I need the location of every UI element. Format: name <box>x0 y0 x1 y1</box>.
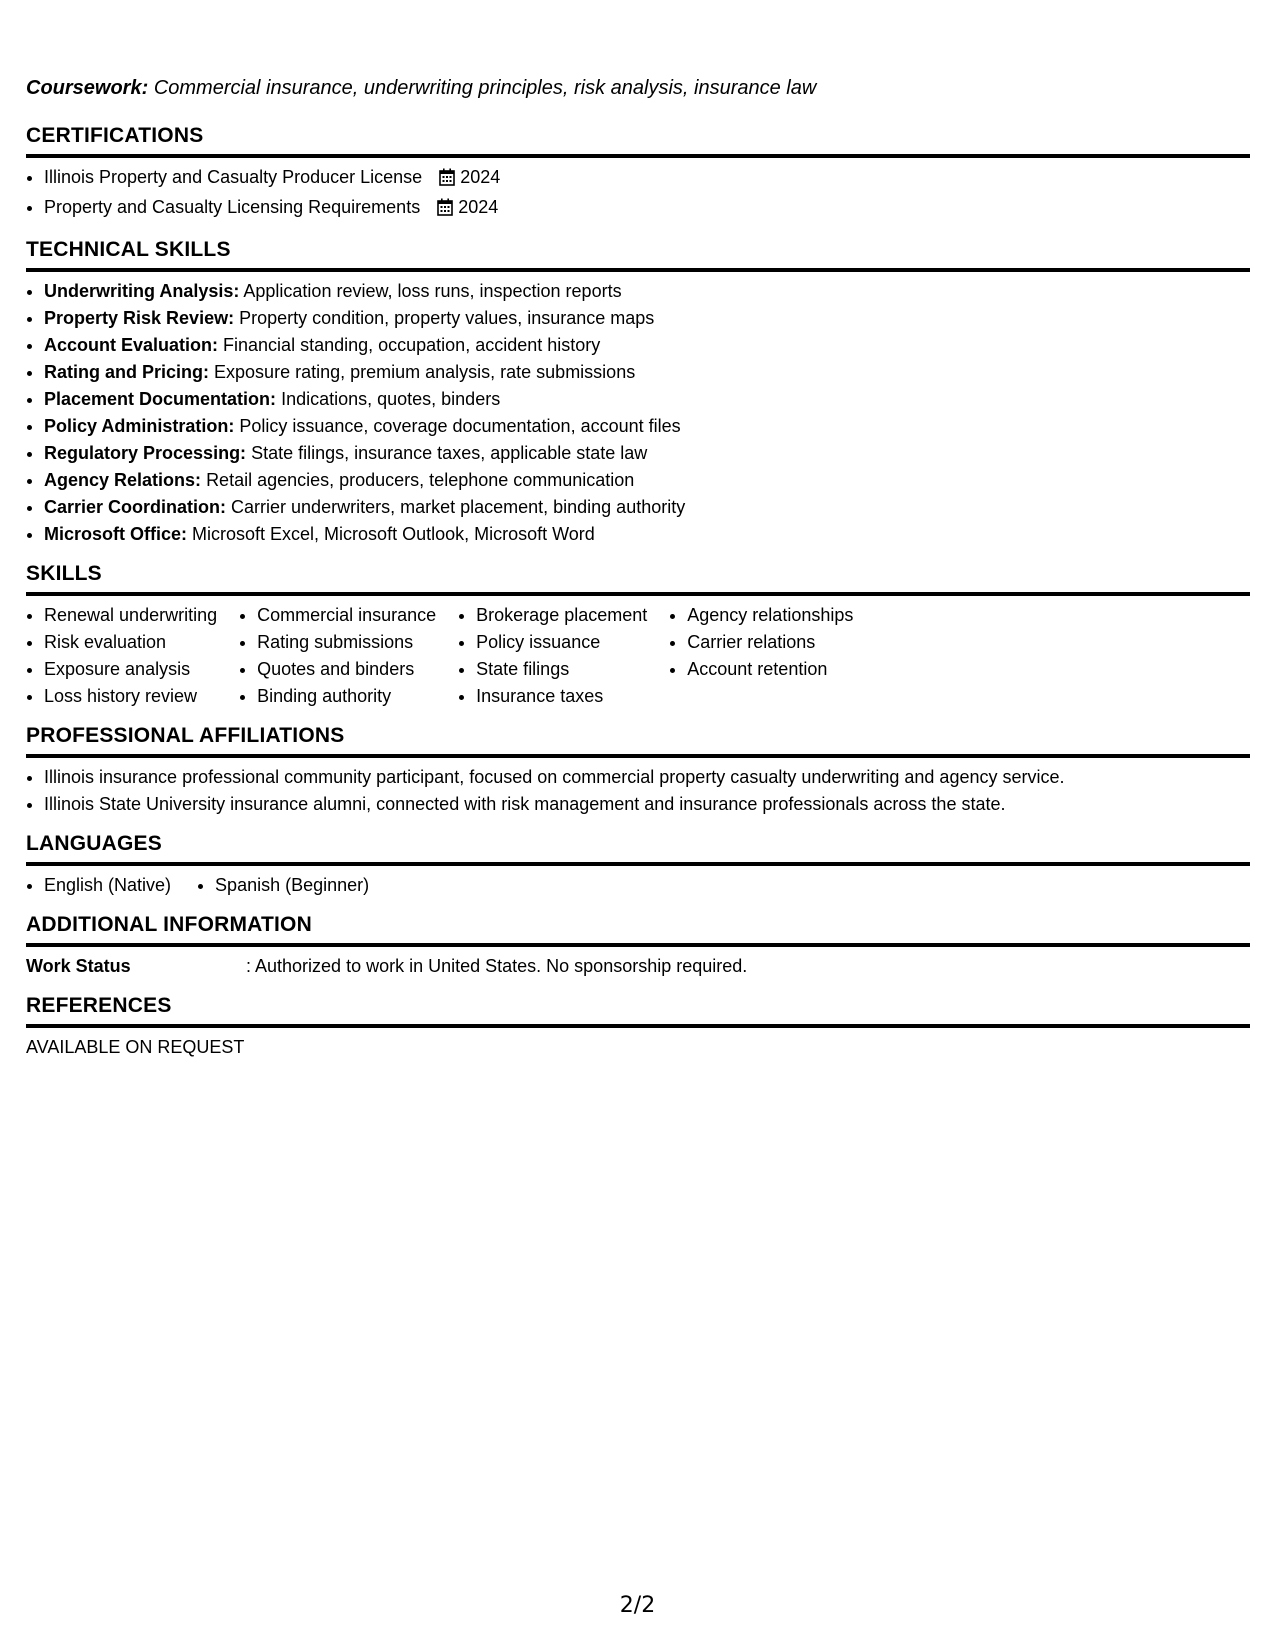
technical-skill-item <box>44 521 1250 548</box>
skill-category: Policy Administration: <box>44 416 235 436</box>
references-heading: REFERENCES <box>26 992 1250 1028</box>
technical-skill-item <box>44 467 1250 494</box>
skill-item: • Policy issuance <box>476 629 647 656</box>
coursework-label: Coursework: <box>26 77 149 99</box>
language-item: • Spanish (Beginner) <box>215 872 369 899</box>
skill-category: Agency Relations: <box>44 470 202 490</box>
languages-section <box>26 830 1250 899</box>
skills-column <box>239 602 436 710</box>
coursework-text: Commercial insurance, underwriting principles, risk analysis, insurance law <box>153 77 817 99</box>
resume-page <box>26 74 1250 1073</box>
certifications-heading: CERTIFICATIONS <box>26 122 1250 158</box>
technical-skill-item <box>44 278 1250 305</box>
skill-detail: Financial standing, occupation, accident history <box>223 335 601 355</box>
coursework-line <box>26 74 1250 102</box>
technical-skills-list <box>26 278 1250 548</box>
skill-item: • Account retention <box>687 656 853 683</box>
skill-detail: Carrier underwriters, market placement, binding authority <box>231 497 686 517</box>
certifications-section <box>26 122 1250 224</box>
languages-heading: LANGUAGES <box>26 830 1250 866</box>
skills-columns <box>26 602 1250 710</box>
work-status-value: : Authorized to work in United States. No sponsorship required. <box>246 956 748 976</box>
references-section <box>26 992 1250 1061</box>
skill-detail: Indications, quotes, binders <box>281 389 501 409</box>
skill-detail: Microsoft Excel, Microsoft Outlook, Microsoft Word <box>192 524 595 544</box>
skills-column <box>669 602 853 710</box>
skill-item: • Commercial insurance <box>257 602 436 629</box>
skill-item: • Renewal underwriting <box>44 602 217 629</box>
skill-category: Placement Documentation: <box>44 389 277 409</box>
skill-category: Underwriting Analysis: <box>44 281 240 301</box>
technical-skill-item <box>44 386 1250 413</box>
skill-detail: Property condition, property values, insurance maps <box>239 308 655 328</box>
skill-detail: Application review, loss runs, inspection reports <box>243 281 622 301</box>
technical-skill-item <box>44 413 1250 440</box>
work-status-label: Work Status <box>26 956 131 976</box>
skills-column <box>26 602 217 710</box>
certification-name: Illinois Property and Casualty Producer License <box>44 167 423 187</box>
technical-skills-section <box>26 236 1250 548</box>
skill-item: • Carrier relations <box>687 629 853 656</box>
calendar-icon <box>437 197 453 224</box>
skill-item: • Exposure analysis <box>44 656 217 683</box>
skill-detail: Retail agencies, producers, telephone communication <box>206 470 635 490</box>
additional-info-heading: ADDITIONAL INFORMATION <box>26 911 1250 947</box>
skill-category: Rating and Pricing: <box>44 362 210 382</box>
technical-skill-item <box>44 359 1250 386</box>
technical-skill-item <box>44 332 1250 359</box>
certification-year: 2024 <box>460 167 501 187</box>
references-text: AVAILABLE ON REQUEST <box>26 1037 245 1057</box>
skills-heading: SKILLS <box>26 560 1250 596</box>
skill-item: • Brokerage placement <box>476 602 647 629</box>
skill-item: • Quotes and binders <box>257 656 436 683</box>
affiliation-item: • Illinois State University insurance alumni, connected with risk management and insurance professionals across the state. <box>44 791 1250 818</box>
skill-category: Property Risk Review: <box>44 308 235 328</box>
languages-row <box>26 872 1250 899</box>
certification-year: 2024 <box>458 197 499 217</box>
calendar-icon <box>439 167 455 194</box>
skill-item: • Loss history review <box>44 683 217 710</box>
skill-item: • Risk evaluation <box>44 629 217 656</box>
certification-item <box>44 164 1250 194</box>
skill-detail: Exposure rating, premium analysis, rate submissions <box>214 362 636 382</box>
certifications-list <box>26 164 1250 224</box>
skill-detail: State filings, insurance taxes, applicable state law <box>251 443 648 463</box>
skill-item: • Binding authority <box>257 683 436 710</box>
skill-category: Account Evaluation: <box>44 335 219 355</box>
skill-category: Regulatory Processing: <box>44 443 247 463</box>
skill-category: Microsoft Office: <box>44 524 188 544</box>
affiliations-heading: PROFESSIONAL AFFILIATIONS <box>26 722 1250 758</box>
work-status-row <box>26 953 1250 980</box>
technical-skills-heading: TECHNICAL SKILLS <box>26 236 1250 272</box>
affiliation-item: • Illinois insurance professional community participant, focused on commercial property casualty underwriting and agency service. <box>44 764 1250 791</box>
certification-name: Property and Casualty Licensing Requirements <box>44 197 421 217</box>
language-list <box>197 872 369 899</box>
skills-column <box>458 602 647 710</box>
skill-item: • Insurance taxes <box>476 683 647 710</box>
page-number: 2/2 <box>619 1593 656 1618</box>
additional-info-section <box>26 911 1250 980</box>
skill-category: Carrier Coordination: <box>44 497 227 517</box>
technical-skill-item <box>44 440 1250 467</box>
technical-skill-item <box>44 305 1250 332</box>
certification-item <box>44 194 1250 224</box>
skills-section <box>26 560 1250 710</box>
language-list <box>26 872 171 899</box>
skill-item: • Rating submissions <box>257 629 436 656</box>
skill-detail: Policy issuance, coverage documentation, account files <box>239 416 681 436</box>
language-item: • English (Native) <box>44 872 171 899</box>
technical-skill-item <box>44 494 1250 521</box>
affiliations-section <box>26 722 1250 818</box>
skill-item: • Agency relationships <box>687 602 853 629</box>
skill-item: • State filings <box>476 656 647 683</box>
affiliations-list <box>26 764 1250 818</box>
